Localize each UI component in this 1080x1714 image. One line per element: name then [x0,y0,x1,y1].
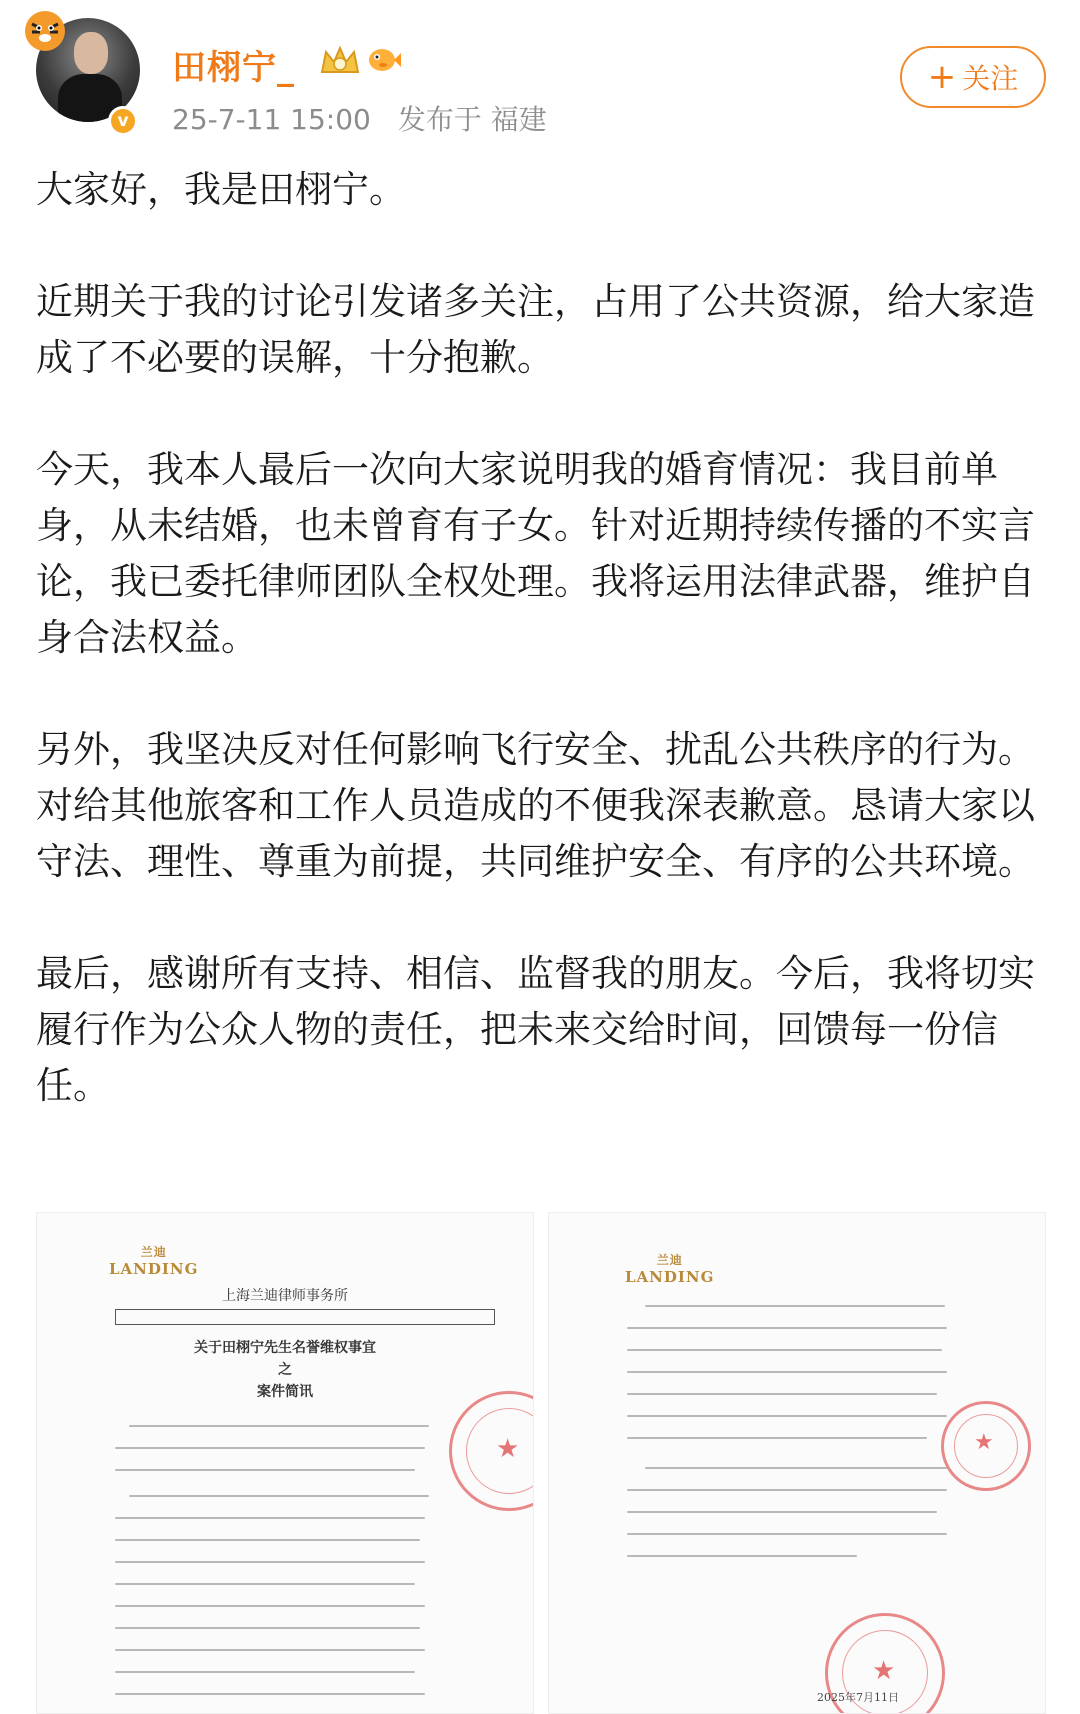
post-paragraph-1: 大家好，我是田栩宁。 [36,168,406,211]
text-line [129,1425,429,1427]
post-meta [172,98,565,138]
logo-zh: 兰迪 [656,1253,683,1267]
text-line [627,1393,937,1395]
text-line [627,1371,947,1373]
text-line [627,1555,857,1557]
member-crown-icon[interactable] [318,44,362,78]
text-line [115,1517,425,1519]
post-timestamp: 25-7-11 15:00 [172,103,371,136]
attachment-images [36,1212,1046,1714]
fan-badge-icon[interactable] [366,42,402,78]
logo-en: LANDING [625,1268,715,1286]
doc-title-line-3: 案件简讯 [257,1384,313,1400]
text-line [115,1539,420,1541]
doc-header-box [115,1309,495,1325]
official-seal-icon: ★ [941,1401,1031,1491]
doc-title-line-1: 关于田栩宁先生名誉维权事宜 [194,1340,376,1356]
text-line [115,1605,425,1607]
post-header [0,0,1080,140]
text-line [115,1561,425,1563]
doc-title-line-2: 之 [278,1362,292,1378]
text-line [627,1533,947,1535]
text-line [627,1415,947,1417]
verified-badge-icon: v [108,106,138,136]
attachment-image-2[interactable] [548,1212,1046,1714]
follow-label: 关注 [962,62,1019,95]
text-line [115,1649,425,1651]
text-line [115,1447,425,1449]
official-seal-icon: ★ [825,1613,945,1714]
text-line [115,1693,425,1695]
avatar-face [74,32,108,74]
attachment-image-1[interactable] [36,1212,534,1714]
firm-name: 上海兰迪律师事务所 [222,1288,348,1304]
post-paragraph-4: 另外，我坚决反对任何影响飞行安全、扰乱公共秩序的行为。对给其他旅客和工作人员造成的不便我深表歉意。恳请大家以守法、理性、尊重为前提，共同维护安全、有序的公共环境。 [36,728,1035,883]
official-seal-icon: ★ [449,1391,534,1511]
post-body [36,162,1046,1114]
text-line [627,1349,942,1351]
post-paragraph-5: 最后，感谢所有支持、相信、监督我的朋友。今后，我将切实履行作为公众人物的责任，把未来交给时间，回馈每一份信任。 [36,952,1035,1107]
logo-en: LANDING [109,1260,199,1278]
text-line [115,1627,420,1629]
text-line [115,1671,415,1673]
logo-zh: 兰迪 [140,1245,167,1259]
plus-icon: + [927,57,957,97]
text-line [645,1305,945,1307]
tiger-sticker-icon [22,8,68,54]
text-line [129,1495,429,1497]
follow-button[interactable] [900,46,1046,108]
text-line [115,1469,415,1471]
text-line [645,1467,947,1469]
post-paragraph-2: 近期关于我的讨论引发诸多关注，占用了公共资源，给大家造成了不必要的误解，十分抱歉。 [36,280,1035,379]
text-line [627,1511,937,1513]
doc-date: 2025年7月11日 [817,1691,899,1704]
post-location: 发布于 福建 [397,103,547,136]
text-line [627,1489,947,1491]
law-firm-logo [109,1243,198,1278]
text-line [627,1327,947,1329]
law-firm-logo [625,1251,714,1286]
text-line [627,1437,927,1439]
post-paragraph-3: 今天，我本人最后一次向大家说明我的婚育情况：我目前单身，从未结婚，也未曾育有子女。针对近期持续传播的不实言论，我已委托律师团队全权处理。我将运用法律武器，维护自身合法权益。 [36,448,1035,659]
username[interactable]: 田栩宁_ [172,48,295,88]
text-line [115,1583,415,1585]
